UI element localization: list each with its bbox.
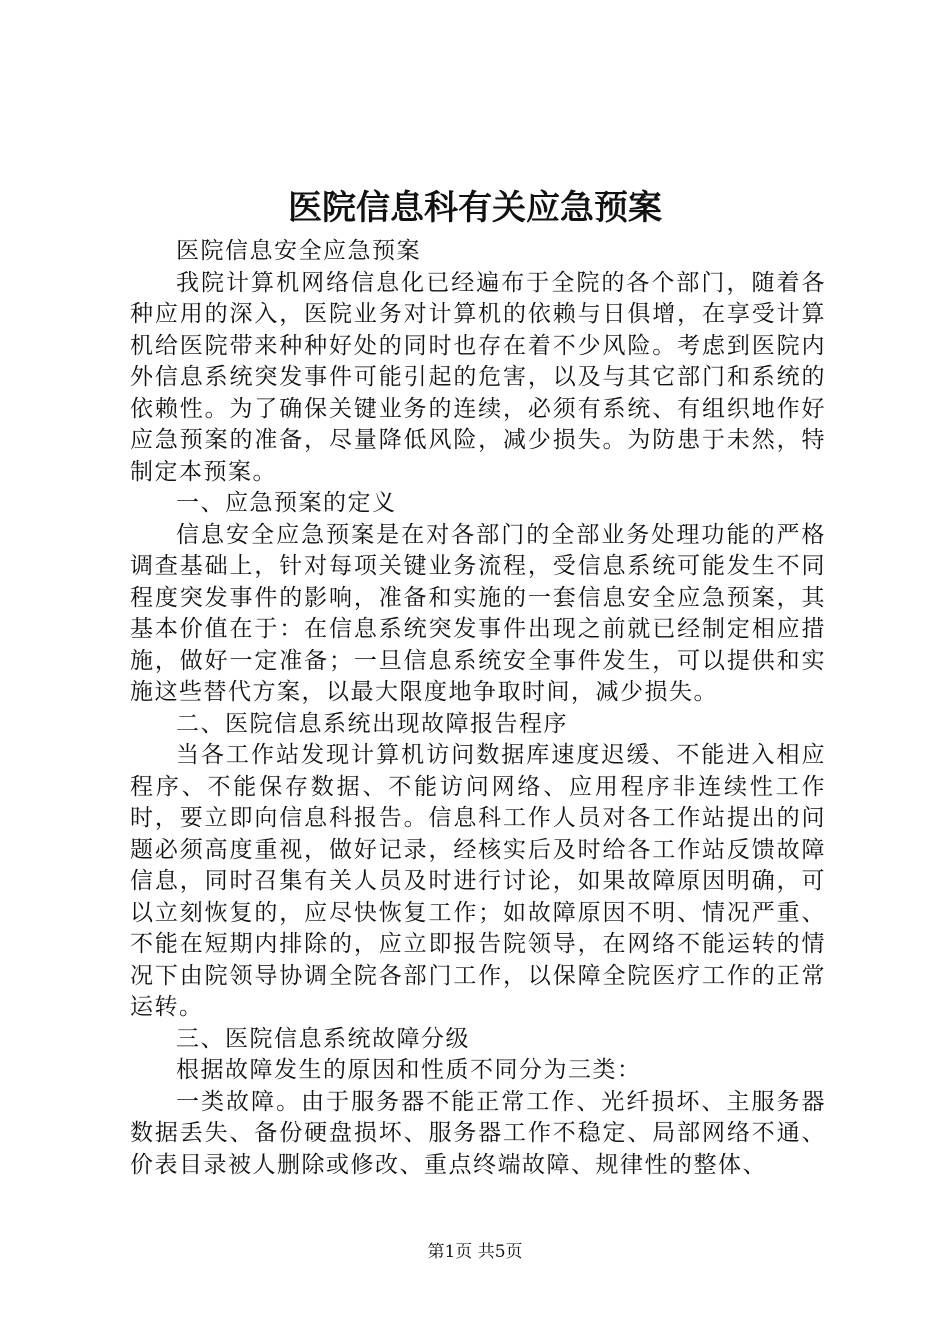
paragraph-report-procedure: 当各工作站发现计算机访问数据库速度迟缓、不能进入相应程序、不能保存数据、不能访问网络、应用程序非连续性工作时，要立即向信息科报告。信息科工作人员对各工作站提出的问题必须高度重视，做好记录，经核实后及时给各工作站反馈故障信息，同时召集有关人员及时进行讨论，如果故障原因明确，可以立刻恢复的，应尽快恢复工作；如故障原因不明、情况严重、不能在短期内排除的，应立即报告院领导，在网络不能运转的情况下由院领导协调全院各部门工作，以保障全院医疗工作的正常运转。	[130, 742, 826, 1020]
document-title: 医院信息科有关应急预案	[288, 188, 662, 228]
paragraph-definition: 信息安全应急预案是在对各部门的全部业务处理功能的严格调查基础上，针对每项关键业务流程，受信息系统可能发生不同程度突发事件的影响，准备和实施的一套信息安全应急预案，其基本价值在于：在信息系统突发事件出现之前就已经制定相应措施，做好一定准备；一旦信息系统安全事件发生，可以提供和实施这些替代方案，以最大限度地争取时间，减少损失。	[130, 521, 826, 705]
section-heading-2: 二、医院信息系统出现故障报告程序	[176, 710, 568, 737]
document-body	[130, 236, 826, 1181]
paragraph-class-one: 一类故障。由于服务器不能正常工作、光纤损坏、主服务器数据丢失、备份硬盘损坏、服务器工作不稳定、局部网络不通、价表目录被人删除或修改、重点终端故障、规律性的整体、	[130, 1088, 826, 1178]
paragraph-intro: 我院计算机网络信息化已经遍布于全院的各个部门，随着各种应用的深入，医院业务对计算机的依赖与日俱增，在享受计算机给医院带来种种好处的同时也存在着不少风险。考虑到医院内外信息系统突发事件可能引起的危害，以及与其它部门和系统的依赖性。为了确保关键业务的连续，必须有系统、有组织地作好应急预案的准备，尽量降低风险，减少损失。为防患于未然，特制定本预案。	[130, 269, 826, 485]
paragraph-subtitle: 医院信息安全应急预案	[176, 238, 421, 264]
section-heading-3: 三、医院信息系统故障分级	[176, 1025, 470, 1052]
page-number: 第1页 共5页	[427, 1242, 523, 1262]
paragraph-classification-intro: 根据故障发生的原因和性质不同分为三类：	[176, 1057, 642, 1083]
section-heading-1: 一、应急预案的定义	[176, 490, 397, 516]
